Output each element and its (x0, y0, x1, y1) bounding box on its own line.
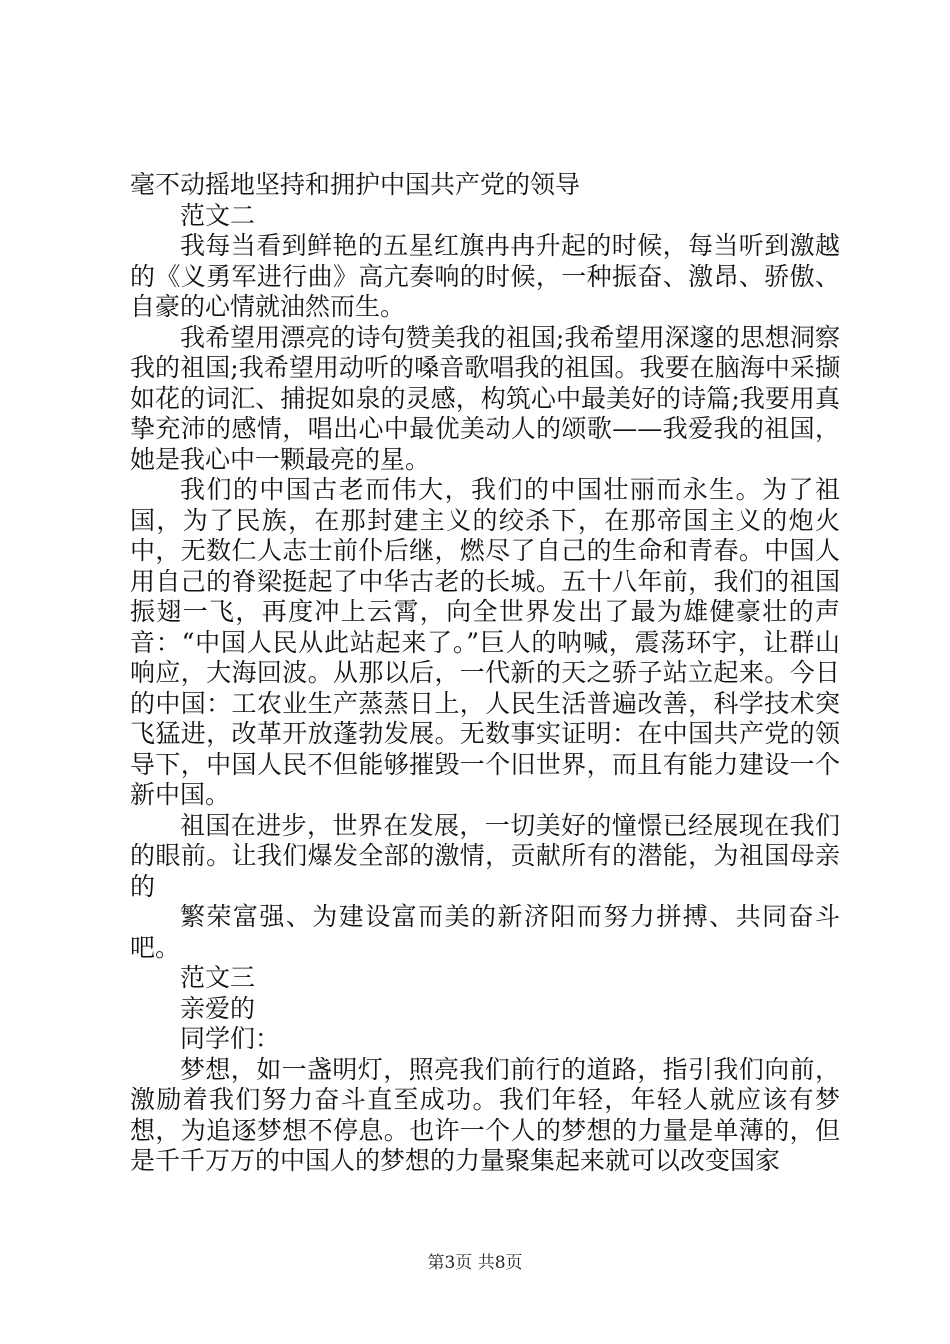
paragraph-continuation: 毫不动摇地坚持和拥护中国共产党的领导 (130, 170, 581, 199)
paragraph: 繁荣富强、为建设富而美的新济阳而努力拼搏、共同奋斗吧。 (130, 902, 840, 962)
document-body (130, 170, 840, 1177)
salutation-line: 同学们： (180, 1024, 281, 1053)
paragraph: 梦想，如一盏明灯，照亮我们前行的道路，指引我们向前，激励着我们努力奋斗直至成功。我们年轻，年轻人就应该有梦想，为追逐梦想不停息。也许一个人的梦想的力量是单薄的，但是千千万万的中国人的梦想的力量聚集起来就可以改变国家 (130, 1054, 840, 1175)
section-heading-fanwen-2: 范文二 (180, 200, 256, 230)
section-heading-fanwen-3: 范文三 (180, 963, 256, 992)
salutation-line: 亲爱的 (180, 993, 256, 1023)
paragraph: 祖国在进步，世界在发展，一切美好的憧憬已经展现在我们的眼前。让我们爆发全部的激情，贡献所有的潜能，为祖国母亲的 (130, 810, 840, 901)
paragraph: 我每当看到鲜艳的五星红旗冉冉升起的时候，每当听到激越的《义勇军进行曲》高亢奏响的时候，一种振奋、激昂、骄傲、自豪的心情就油然而生。 (130, 231, 840, 321)
paragraph: 我希望用漂亮的诗句赞美我的祖国;我希望用深邃的思想洞察我的祖国;我希望用动听的嗓音歌唱我的祖国。我要在脑海中采撷如花的词汇、捕捉如泉的灵感，构筑心中最美好的诗篇;我要用真挚充沛的感情，唱出心中最优美动人的颂歌——我爱我的祖国，她是我心中一颗最亮的星。 (130, 322, 840, 474)
page-number-footer: 第3页 共8页 (427, 1253, 523, 1273)
paragraph: 我们的中国古老而伟大，我们的中国壮丽而永生。为了祖国，为了民族，在那封建主义的绞杀下，在那帝国主义的炮火中，无数仁人志士前仆后继，燃尽了自己的生命和青春。中国人用自己的脊梁挺起了中华古老的长城。五十八年前，我们的祖国振翅一飞，再度冲上云霄，向全世界发出了最为雄健豪壮的声音：“中国人民从此站起来了。”巨人的呐喊，震荡环宇，让群山响应，大海回波。从那以后，一代新的天之骄子站立起来。今日的中国：工农业生产蒸蒸日上，人民生活普遍改善，科学技术突飞猛进，改革开放蓬勃发展。无数事实证明：在中国共产党的领导下，中国人民不但能够摧毁一个旧世界，而且有能力建设一个新中国。 (130, 475, 840, 809)
